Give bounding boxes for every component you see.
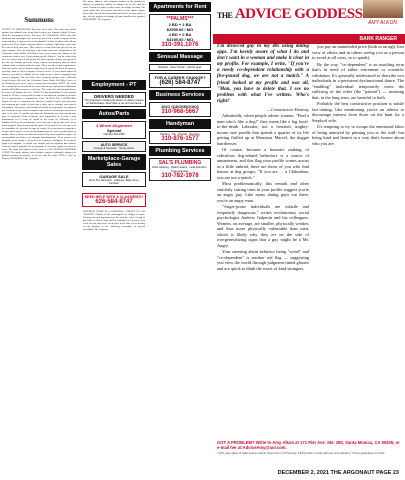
plumbing-header: Plumbing Services [149, 146, 211, 156]
classifieds-column-3 [148, 0, 212, 462]
career-title: FOR A CAREER CHANGE? [154, 75, 206, 81]
answer-paragraph-6: you pay an unintended price (both in an ugly first view of others and in others seeing you as a person to avoid at all costs, so to speak). [312, 44, 404, 60]
quickbooks-phone[interactable]: 310-968-5667 [161, 109, 199, 116]
handyman-phone[interactable]: 310-876-1577 [161, 136, 199, 143]
drivers-title: DRIVERS NEEDED [93, 94, 134, 99]
classifieds-column-2 [81, 0, 147, 462]
garage-header: Marketplace-Garage Sales [82, 154, 146, 170]
legal-notice-continued: The name, address, and telephone number of the petitioner's attorney or petitioner without an attorney are on file with the court. Petition for order to show cause for change of name. The court orders that all persons interested in this matter appear before this court at the hearing indicated below to show cause, if any, why the petition for change of name should not be granted. PUBLISHED: The Argonaut. [83, 0, 145, 21]
article-headline: BARK RANGER [213, 34, 405, 44]
autos-header: Autos/Parts [82, 109, 146, 119]
answer-paragraph-4: "Anger-prone individuals are volatile and frequently dangerous," writes evolutionary social psychologist Andrew Galperin and his colleagues. Women, on average, are smaller, physically weaker, and thus more physically vulnerable than men, which is likely why they err on the side of overgeneralizing signs that a guy might be a Mr. Angry. [217, 204, 309, 248]
answer-paragraph-5: Your sneering about behavior being "weird" and "co-dependent" is another red flag — suggesting you view the world through judgment-tinted glasses and are quick to think the worst of kind strangers. [217, 249, 309, 271]
need-help-title: NEED HELP WITH A CLASSIFIED? [84, 195, 144, 200]
special-label: Special [106, 128, 121, 134]
apt-price-2: $4195.00 / MO [166, 37, 194, 42]
business-header: Business Services [149, 90, 211, 100]
answer-paragraph-3: Most problematically, this remark and other similarly cutting ones in your profile suggest you're an angry guy. Like many dating guys out there, you're an angry man. [217, 181, 309, 203]
summons-heading: Summons [24, 16, 54, 24]
sals-phone[interactable]: 310-782-1978 [161, 172, 199, 179]
garage-sale-title: GARAGE SALE [99, 173, 129, 179]
column-title [217, 6, 362, 23]
answer-paragraph-9: It's tempting to try to escape the emotional labor of being annoyed by pinning you to the wall; but being kind and honest in a way that's honest about who you are. [312, 124, 404, 146]
drivers-ad[interactable]: DRIVERS NEEDED The Argonaut is looking for drivers to deliver papers on Wednesdays. Must have a car and insurance. [82, 92, 146, 107]
employment-header: Employment - PT [82, 80, 146, 90]
legal-notice-text: NOTICE TO DEFENDANT: You have been sued. The court may decide against you without your being heard unless you respond within 30 days. Read the information below. You have 30 CALENDAR DAYS after this summons and legal papers are served on you to file a written response at this court and have a copy served on the plaintiff. A letter or phone call will not protect you. Your written response must be in proper legal form if you want the court to hear your case. There may be a court form that you can use for your response. You can find these court forms and more information at the California Courts Online Self-Help Center, your county law library, or the courthouse nearest you. If you cannot pay the filing fee, ask the court clerk for a fee waiver form. If you do not file your response on time, you may lose the case by default, and your wages, money, and property may be taken without further warning from the court. There are other legal requirements. You may want to call an attorney right away. If you do not know an attorney, you may want to call an attorney referral service. If you cannot afford an attorney, you may be eligible for free legal services from a nonprofit legal services program. You can locate these nonprofit groups at the California Legal Services Web site, the California Courts Online Self-Help Center, or by contacting your local court or county bar association. NOTE: The court has a statutory lien for waived fees and costs on any settlement or arbitration award of $10,000 or more in a civil case. The court's lien must be paid before the court will dismiss the case. AVISO! Lo han demandado. Si no responde dentro de 30 dias, la corte puede decidir en su contra sin escuchar su version. Lea la informacion a continuacion. Tiene 30 DIAS DE CALENDARIO despues de que le entreguen esta citacion y papeles legales para presentar una respuesta por escrito en esta corte y hacer que se entregue una copia al demandante. Una carta o una llamada telefonica no lo protegen. Su respuesta por escrito tiene que estar en formato legal correcto si desea que procesen su caso en la corte. Es posible que haya un formulario que usted pueda usar para su respuesta. Puede encontrar estos formularios de la corte y mas informacion en el Centro de Ayuda de las Cortes de California, en la biblioteca de leyes de su condado o en la corte que le quede mas cerca. Si no puede pagar la cuota de presentacion, pida al secretario de la corte que le de un formulario de exencion de pago de cuotas. Si no presenta su respuesta a tiempo, puede perder el caso por incumplimiento y la corte le podra quitar su sueldo, dinero y bienes sin mas advertencia. Hay otros requisitos legales. Es recomendable que llame a un abogado inmediatamente. Si no conoce a un abogado, puede llamar a un servicio de remision a abogados. Si no puede pagar a un abogado, es posible que cumpla con los requisitos para obtener servicios legales gratuitos de un programa de servicios legales sin fines de lucro. The name and address of the court is: LOS ANGELES SUPERIOR COURT. The name, address, and telephone number of plaintiff's attorney, or plaintiff without an attorney, is on file with the court. DATE: Clerk, by Deputy. PUBLISHED: The Argonaut. [2, 28, 77, 160]
title-text: ADVICE GODDESS [234, 6, 363, 22]
reader-signature: —Constructive Honesty [267, 106, 309, 112]
author-photo [363, 0, 403, 18]
alignment-ad[interactable]: 4 Wheel Alignment Special Call 310-391-1629 [82, 121, 146, 138]
massage-ad[interactable]: Swedish · Deep Tissue · Call for appt. [149, 64, 211, 71]
palms-title: **PALMS*** [166, 16, 194, 22]
sals-title: SAL'S PLUMBING [158, 160, 202, 167]
need-help-box[interactable] [82, 193, 146, 207]
auto-service-title: AUTO SERVICE [100, 142, 128, 147]
apt-price-1: $2595.00 / MO [166, 27, 194, 32]
apt-line-1: 2 BD + 2 BA [168, 22, 192, 27]
answer-paragraph-2: Of course, because a human's ranking of ridiculous dog-related behaviors is a source of amusement, and this flag your profile comes across as a little unkind, there are those of you who find humor at dog groups, "If you are … a Chihuahua, you are not a match." [217, 147, 309, 180]
career-ad[interactable] [149, 73, 211, 88]
apartment-phone[interactable]: 310-391.1076 [161, 42, 199, 48]
article-column-left [217, 44, 309, 272]
alignment-title: 4 Wheel Alignment [96, 123, 132, 129]
quickbooks-title: 2021 QUICKBOOKS [161, 104, 199, 110]
apartments-header: Apartments for Rent [149, 2, 211, 12]
handyman-header: Handyman [149, 119, 211, 129]
apt-line-2: 4 BD + 2 BA [168, 32, 192, 37]
title-prefix: THE [217, 11, 233, 20]
footer-text: DECEMBER 2, 2021 THE ARGONAUT PAGE 23 [277, 470, 399, 476]
answer-paragraph-8: Probably the best constructive position is subtle fact-stating, like mentioning you're an atheist to discourage interest from those on the hunt for a Stepford wife. [312, 101, 404, 123]
article-column-right [312, 44, 404, 147]
reader-question: I'm divorced guy in my 40s using dating apps. I'm keenly aware of what I do and don't want in a woman and make it clear in my profile. For example, I write, "If you're a needy co-dependent relationship with a five-pound dog, we are not a match." A friend looked at my profile and was all, "Man, you have to delete that. I see no problem with what I've written. Who's right? [217, 44, 309, 104]
sensual-header: Sensual Massage [149, 52, 211, 62]
quickbooks-ad[interactable] [149, 102, 211, 117]
palms-apartment-ad[interactable] [149, 14, 211, 50]
handyman-ad[interactable]: Painting · Tile · Drywall · Plumbing 310-876-1577 [149, 131, 211, 144]
copyright-line: ©2021, Amy Alkon, all rights reserved. Alkon's latest book is "Unf*ckology: A Field Guide to Living with Guts and Confidence." Follow @amyalkon on Twitter. [217, 452, 385, 455]
page-footer [0, 466, 405, 480]
legal-notice-bottom: SUPERIOR COURT OF CALIFORNIA, COUNTY OF LOS ANGELES. Petition of the undersigned for change of name. Hearing date and department on file with the court. A copy of this Order to Show Cause shall be published at least once each week for four successive weeks prior to the date set for hearing on the petition in the following newspaper of general circulation: The Argonaut. [83, 210, 145, 232]
contact-line: GOT A PROBLEM? Write to Amy Alkon at 171 Pier Ave. Ste. 280, Santa Monica, CA 90405, or e-mail her at AdviceAmy@aol.com. [217, 440, 400, 450]
legal-notices-column [0, 0, 78, 462]
need-help-phone[interactable]: 626-584-8747 [95, 199, 133, 206]
answer-paragraph-7: By the way, "co-dependent" is an insulting term that's in need of either retirement or scientific validation. It's generally understood to describe two individuals in a persistent dysfunctional dance. The "enabling" individual temporarily eases the suffering of the other (the "patient") — meaning that, in the long term, are harmful to both. [312, 61, 404, 100]
advice-article [213, 0, 405, 462]
auto-service-ad[interactable]: AUTO SERVICE Foreign & Domestic · Smog Check [82, 141, 146, 152]
career-phone[interactable]: (626) 584-8747 [159, 80, 201, 87]
author-name: AMY ALKON [368, 20, 397, 26]
garage-sale-ad[interactable]: GARAGE SALE Sat & Sun 9am-4pm · Antiques, Baby items, furniture [82, 172, 146, 187]
advice-banner [213, 0, 405, 34]
sals-plumbing-ad[interactable]: SAL'S PLUMBING Drain cleaning · Water heaters · Leak detection · Free estimates 310-782-1978 [149, 158, 211, 180]
answer-paragraph-1: Admittedly, when people advise women, "Find a man who's like a dog!" they mean like a big loyal-to-the-death Labrador, not a frenzied, mighty-mouse size poodle that spends a quarter of its life getting fluffed up at Monsieur Marcel, the doggie hairdresser. [217, 113, 309, 146]
